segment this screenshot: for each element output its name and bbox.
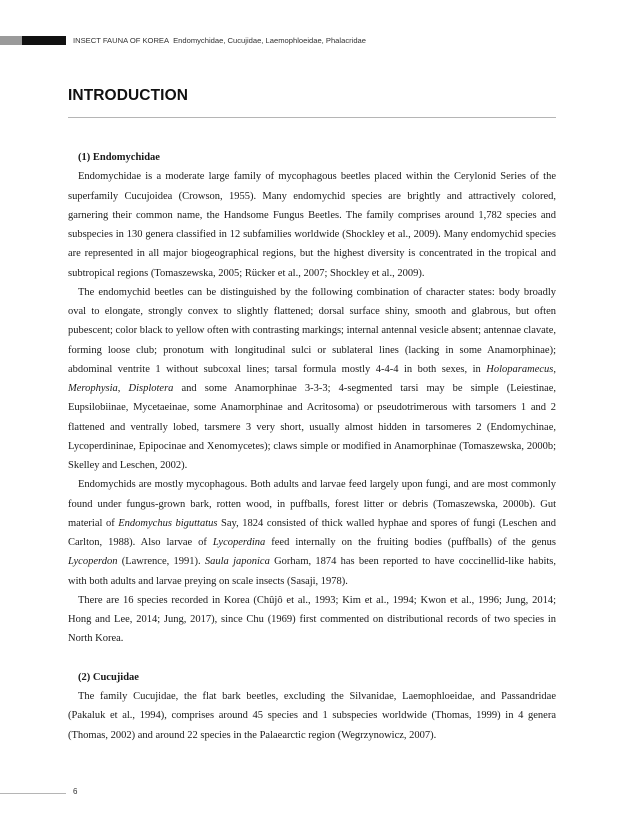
paragraph: There are 16 species recorded in Korea (Chûjô et al., 1993; Kim et al., 1994; Kwon et al., 1996; Jung, 2014; Hong and Lee, 2014; Jung, 2017), since Chu (1969) first commented on distributional records of two species in North Korea. (68, 594, 556, 645)
footer-divider (0, 793, 66, 794)
paragraph: Endomychidae is a moderate large family of mycophagous beetles placed within the Cerylonid Series of the superfamily Cucujoidea (Crowson, 1955). Many endomychid species are brightly and attractively colored, garnering their common name, the Handsome Fungus Beetles. The family comprises around 1,782 species and subspecies in 130 genera classified in 12 subfamilies worldwide (Shockley et al., 2009). Many endomychid species are represented in all major biogeographical regions, but the highest diversity is concentrated in the tropical and subtropical regions (Tomaszewska, 2005; Rücker et al., 2007; Shockley et al., 2009). (68, 171, 556, 279)
section-endomychidae (68, 148, 556, 649)
paragraph: The family Cucujidae, the flat bark beetles, excluding the Silvanidae, Laemophloeidae, and Passandridae (Pakaluk et al., 1994), comprises around 45 species and 1 subspecies worldwide (Thomas, 1999) in 4 genera (Thomas, 2002) and around 22 species in the Palaearctic region (Wegrzynowicz, 2007). (68, 691, 556, 741)
paragraph: Endomychids are mostly mycophagous. Both adults and larvae feed largely upon fungi, and are most commonly found under fungus-grown bark, rotten wood, in puffballs, forest litter or debris (Tomaszewska, 2000b). Gut material of Endomychus biguttatus Say, 1824 consisted of thick walled hyphae and spores of fungi (Leschen and Carlton, 1988). Also larvae of Lycoperdina feed internally on the fruiting bodies (puffballs) of the genus Lycoperdon (Lawrence, 1991). Saula japonica Gorham, 1874 has been reported to have coccinellid-like habits, with both adults and larvae preying on scale insects (Sasaji, 1978). (68, 479, 557, 587)
paragraph: The endomychid beetles can be distinguished by the following combination of character states: body broadly oval to elongate, strongly convex to slightly flattened; dorsal surface shiny, smooth and glabrous, but often pubescent; color black to yellow often with contrasting markings; internal antennal vesicle absent; antennae clavate, forming loose club; pronotum with longitudinal sulci or sublateral lines (lacking in some Anamorphinae); abdominal ventrite 1 without subcoxal lines; tarsal formula mostly 4-4-4 in both sexes, in Holoparamecus, Merophysia, Displotera and some Anamorphinae 3-3-3; 4-segmented tarsi may be simple (Leiestinae, Eupsilobiinae, Mycetaeinae, some Anamorphinae and Acritosoma) or pseudotrimerous with tarsomers 1 and 2 flattened and ventrally lobed, tarsmere 3 very short, usually almost hidden in tarsomeres 2 (Endomychinae, Lycoperdininae, Epipocinae and Xenomycetes); claws simple or modified in Anamorphinae (Tomaszewska, 2000b; Skelley and Leschen, 2002). (68, 286, 557, 471)
header-bar-black (22, 36, 66, 45)
section-heading: (2) Cucujidae (78, 671, 139, 683)
title-divider (68, 117, 556, 118)
running-header (73, 35, 366, 46)
section-heading: (1) Endomychidae (78, 152, 160, 163)
page-number: 6 (73, 787, 78, 796)
section-cucujidae (68, 668, 556, 745)
page-title: INTRODUCTION (68, 87, 189, 104)
section-spacer (68, 649, 556, 668)
header-bar-gray (0, 36, 22, 45)
main-content (68, 148, 556, 745)
series-title: INSECT FAUNA OF KOREA (73, 36, 170, 45)
families-subtitle: Endomychidae, Cucujidae, Laemophloeidae, Phalacridae (173, 36, 367, 45)
